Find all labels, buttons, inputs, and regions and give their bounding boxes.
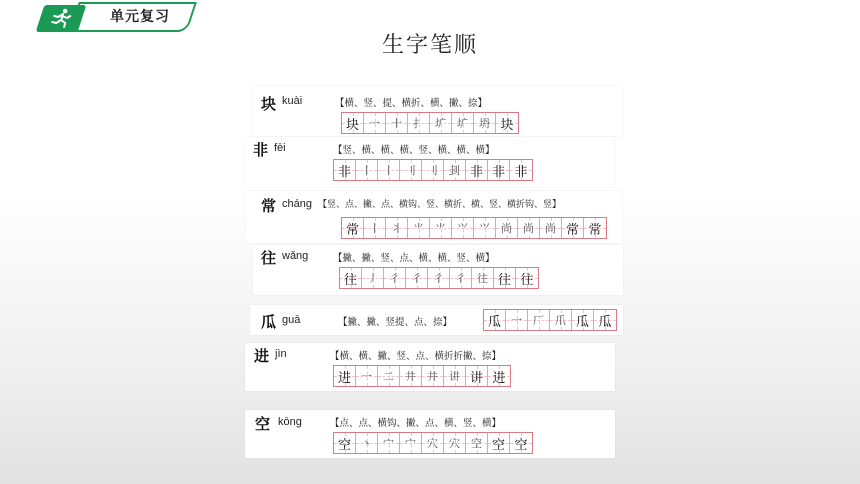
- grid-cell: 刂: [422, 160, 444, 180]
- grid-cell: 彳: [406, 268, 428, 288]
- grid-cell: ⺍: [474, 218, 496, 238]
- grid-cell: ⺍: [452, 218, 474, 238]
- grid-cell: 空: [510, 433, 532, 453]
- grid-cell: 瓜: [484, 310, 506, 330]
- grid-cell: 十: [386, 113, 408, 133]
- grid-cell: 宀: [400, 433, 422, 453]
- grid-cell: 瓜: [594, 310, 616, 330]
- stroke-card-wang: [253, 245, 623, 295]
- grid-cell: 刂: [400, 160, 422, 180]
- card-character: 常: [261, 197, 277, 215]
- grid-cell: 圹: [452, 113, 474, 133]
- grid-cell: 常: [562, 218, 584, 238]
- grid-cell: 厂: [528, 310, 550, 330]
- stroke-card-jin: [245, 343, 615, 391]
- grid-cell: 一: [506, 310, 528, 330]
- runner-icon: [49, 8, 73, 28]
- stroke-order-list: 【横、横、撇、竖、点、横折折撇、捺】: [330, 351, 502, 362]
- stroke-grid: [483, 309, 617, 331]
- grid-cell: 空: [466, 433, 488, 453]
- grid-cell: 丨: [356, 160, 378, 180]
- grid-cell: 进: [334, 366, 356, 386]
- card-character: 进: [254, 347, 270, 365]
- grid-cell: 圹: [430, 113, 452, 133]
- stroke-order-list: 【竖、点、撇、点、横钩、竖、横折、横、竖、横折钩、竖】: [318, 200, 562, 210]
- stroke-grid: [339, 267, 539, 289]
- grid-cell: 往: [340, 268, 362, 288]
- grid-cell: 穴: [444, 433, 466, 453]
- grid-cell: 一: [356, 366, 378, 386]
- grid-cell: 扌: [408, 113, 430, 133]
- card-pinyin: guā: [282, 314, 301, 326]
- grid-cell: 空: [334, 433, 356, 453]
- grid-cell: 往: [472, 268, 494, 288]
- grid-cell: ⺌: [408, 218, 430, 238]
- stroke-card-gua: [250, 305, 623, 335]
- stroke-grid: [333, 365, 511, 387]
- grid-cell: 常: [584, 218, 606, 238]
- grid-cell: 往: [516, 268, 538, 288]
- grid-cell: 一: [364, 113, 386, 133]
- stroke-order-list: 【点、点、横钩、撇、点、横、竖、横】: [330, 418, 502, 429]
- grid-cell: 丿: [362, 268, 384, 288]
- grid-cell: 尚: [496, 218, 518, 238]
- card-pinyin: wǎng: [282, 250, 309, 262]
- grid-cell: 井: [400, 366, 422, 386]
- grid-cell: 井: [422, 366, 444, 386]
- card-character: 瓜: [261, 313, 277, 331]
- card-pinyin: cháng: [282, 198, 312, 210]
- stroke-card-chang: [245, 191, 622, 243]
- badge-label: 单元复习: [110, 9, 170, 25]
- card-character: 非: [253, 141, 269, 159]
- grid-cell: 非: [334, 160, 356, 180]
- stroke-grid: [333, 432, 533, 454]
- stroke-grid: [333, 159, 533, 181]
- grid-cell: 尚: [518, 218, 540, 238]
- grid-cell: 尚: [540, 218, 562, 238]
- grid-cell: 空: [488, 433, 510, 453]
- card-pinyin: jìn: [275, 348, 287, 360]
- stroke-card-kuai: [253, 86, 623, 136]
- grid-cell: 坍: [474, 113, 496, 133]
- card-pinyin: kuài: [282, 95, 303, 107]
- grid-cell: 丨: [364, 218, 386, 238]
- stroke-order-list: 【撇、撇、竖、点、横、横、竖、横】: [333, 253, 495, 264]
- grid-cell: 瓜: [572, 310, 594, 330]
- grid-cell: 刲: [444, 160, 466, 180]
- card-character: 空: [255, 415, 271, 433]
- grid-cell: 丶: [356, 433, 378, 453]
- grid-cell: 非: [510, 160, 532, 180]
- grid-cell: ⺌: [430, 218, 452, 238]
- grid-cell: 彳: [450, 268, 472, 288]
- stroke-order-list: 【横、竖、提、横折、横、撇、捺】: [335, 98, 488, 109]
- stroke-card-kong: [245, 410, 615, 458]
- card-pinyin: kōng: [278, 416, 302, 428]
- card-character: 往: [261, 249, 277, 267]
- grid-cell: 彳: [384, 268, 406, 288]
- grid-cell: 非: [466, 160, 488, 180]
- grid-cell: 往: [494, 268, 516, 288]
- grid-cell: 丬: [386, 218, 408, 238]
- grid-cell: 讲: [444, 366, 466, 386]
- stroke-card-fei: [245, 137, 615, 187]
- stroke-order-list: 【撇、撇、竖提、点、捺】: [338, 317, 453, 328]
- card-pinyin: fēi: [274, 142, 286, 154]
- grid-cell: 讲: [466, 366, 488, 386]
- grid-cell: 常: [342, 218, 364, 238]
- grid-cell: 爪: [550, 310, 572, 330]
- stroke-order-list: 【竖、横、横、横、竖、横、横、横】: [333, 145, 495, 156]
- card-character: 块: [261, 95, 277, 113]
- page-title: 生字笔顺: [381, 33, 478, 58]
- grid-cell: 穴: [422, 433, 444, 453]
- grid-cell: 丨: [378, 160, 400, 180]
- stroke-grid: [341, 112, 519, 134]
- grid-cell: 进: [488, 366, 510, 386]
- grid-cell: 块: [342, 113, 364, 133]
- stroke-grid: [341, 217, 607, 239]
- grid-cell: 非: [488, 160, 510, 180]
- grid-cell: 块: [496, 113, 518, 133]
- grid-cell: 二: [378, 366, 400, 386]
- grid-cell: 彳: [428, 268, 450, 288]
- grid-cell: 宀: [378, 433, 400, 453]
